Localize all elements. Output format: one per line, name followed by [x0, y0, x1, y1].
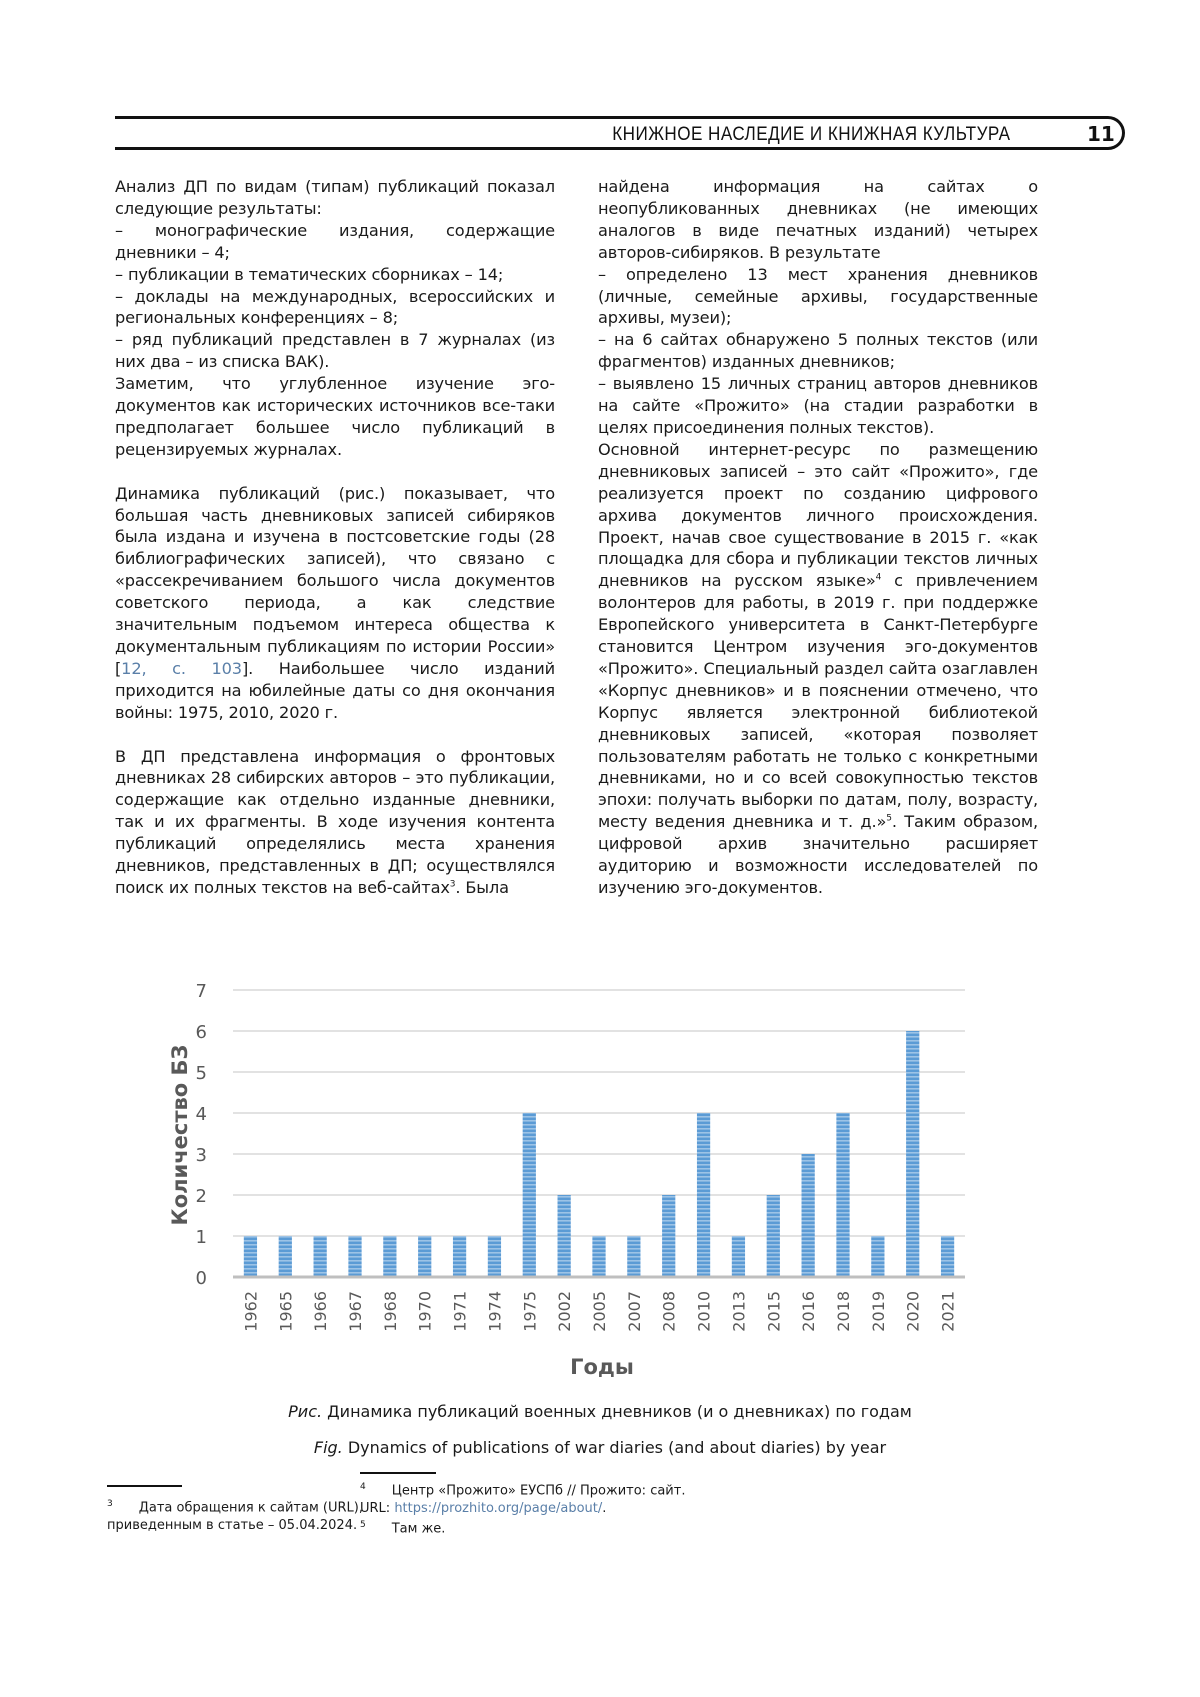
- x-tick-label: 1968: [380, 1291, 400, 1332]
- x-tick-label: 2005: [590, 1291, 609, 1332]
- gridlines: [233, 990, 965, 1277]
- bar-2020: [906, 1031, 919, 1276]
- x-tick-label: 1966: [311, 1291, 331, 1332]
- footnote-ref-4[interactable]: 4: [875, 572, 882, 583]
- y-tick-label: 4: [195, 1104, 207, 1125]
- x-tick-label: 2021: [938, 1291, 958, 1332]
- x-tick-label: 1975: [520, 1291, 540, 1332]
- paragraph-text: . Была: [455, 877, 509, 897]
- bar-2002: [558, 1195, 571, 1276]
- running-header-title: КНИЖНОЕ НАСЛЕДИЕ И КНИЖНАЯ КУЛЬТУРА: [611, 124, 1010, 145]
- footnote-number: 3: [107, 1499, 113, 1509]
- footnote-text: .: [602, 1501, 607, 1517]
- publication-types-list: [115, 220, 555, 373]
- list-item: – доклады на международных, всероссийских и региональных конференциях – 8;: [115, 286, 555, 328]
- x-tick-label: 1962: [241, 1291, 261, 1332]
- x-tick-label: 2002: [555, 1291, 575, 1332]
- list-item: – выявлено 15 личных страниц авторов дневников на сайте «Прожито» (на стадии разработки в целях присоединения полных текстов).: [598, 374, 1038, 437]
- x-tick-label: 2007: [624, 1291, 644, 1332]
- bar-1970: [418, 1236, 431, 1276]
- bar-2013: [732, 1236, 745, 1276]
- y-axis-label: Количество БЗ: [168, 1044, 192, 1226]
- paragraph-text: Динамика публикаций (рис.) показывает, что большая часть дневниковых записей сибиряков была издана и изучена в постсоветские годы (28 библиографических записей), что связано с «рассекречиванием большого числа документов советского периода, а как следствие значительным подъемом интереса общества к документальным публикациям по истории России» [: [115, 483, 555, 678]
- footnote-divider: [107, 1485, 182, 1487]
- y-tick-label: 3: [195, 1145, 207, 1166]
- footnote-ref-3[interactable]: 3: [449, 879, 456, 890]
- bar-2005: [592, 1236, 605, 1276]
- x-tick-label: 2016: [799, 1291, 819, 1332]
- y-axis-ticks: [196, 981, 207, 1289]
- footnote-4: [360, 1478, 710, 1518]
- x-tick-label: 2019: [868, 1291, 888, 1332]
- figure-caption-en: [0, 1438, 1200, 1457]
- caption-prefix: Fig.: [313, 1438, 343, 1457]
- y-tick-label: 7: [195, 981, 207, 1002]
- list-item: – определено 13 мест хранения дневников (личные, семейные архивы, государственные архивы, музеи);: [598, 264, 1038, 328]
- x-tick-label: 1965: [276, 1291, 296, 1332]
- footnote-number: 5: [360, 1520, 366, 1530]
- paragraph-intro: Анализ ДП по видам (типам) публикаций показал следующие результаты:: [115, 177, 555, 218]
- paragraph-text: ]. Наибольшее число изданий приходится на юбилейные даты со дня окончания войны: 1975, 2010, 2020 г.: [115, 658, 555, 722]
- caption-text: Dynamics of publications of war diaries (and about diaries) by year: [342, 1438, 887, 1457]
- footnote-text: Там же.: [391, 1521, 446, 1537]
- paragraph: найдена информация на сайтах о неопубликованных дневниках (не имеющих аналогов в виде печатных изданий) четырех авторов-сибиряков. В результате: [598, 177, 1038, 262]
- paragraph-text: Основной интернет-ресурс по размещению дневниковых записей – это сайт «Прожито», где реализуется проект по созданию цифрового архива документов личного происхождения. Проект, начав свое существование в 2015 г. «как площадка для сбора и публикации текстов личных дневников на русском языке»: [598, 439, 1038, 591]
- bar-1971: [453, 1236, 466, 1276]
- footnote-5: [360, 1516, 710, 1538]
- bar-2021: [941, 1236, 954, 1276]
- bar-2016: [802, 1154, 815, 1276]
- footnote-divider: [360, 1472, 436, 1474]
- footnote-url-link[interactable]: https://prozhito.org/page/about/: [394, 1501, 603, 1517]
- bar-1965: [279, 1236, 292, 1276]
- bar-2018: [836, 1113, 849, 1276]
- paragraph-diaries: [115, 746, 555, 899]
- bar-1968: [383, 1236, 396, 1276]
- x-axis-ticks: [241, 1291, 957, 1332]
- publications-bar-chart: [150, 970, 1000, 1390]
- right-column: [598, 176, 1038, 899]
- y-tick-label: 5: [195, 1063, 207, 1084]
- caption-prefix: Рис.: [288, 1402, 323, 1421]
- paragraph-text: с привлечением волонтеров для работы, в 2019 г. при поддержке Европейского университета в Санкт-Петербурге становится Центром изучения эго-документов «Прожито». Специальный раздел сайта озаглавлен «Корпус дневников» и в пояснении отмечено, что Корпус является электронной библиотекой дневниковых записей, «которая позволяет пользователям работать не только с конкретными дневниками, но и со всей совокупностью текстов эпохи: получать выборки по датам, полу, возрасту, месту ведения дневника и т. д.»: [598, 571, 1038, 832]
- footnote-text: Центр «Прожито» ЕУСПб // Прожито: сайт. URL:: [360, 1483, 686, 1517]
- paragraph-text: В ДП представлена информация о фронтовых дневниках 28 сибирских авторов – это публикации, содержащие как отдельно изданные дневники, так и их фрагменты. В ходе изучения контента публикаций определялись места хранения дневников, представленных в ДП; осуществлялся поиск их полных текстов на веб-сайтах: [115, 746, 555, 897]
- paragraph-text: . Таким образом, цифровой архив значительно расширяет аудиторию и возможности исследователей по изучению эго-документов.: [598, 812, 1038, 897]
- list-item: – ряд публикаций представлен в 7 журналах (из них два – из списка ВАК).: [115, 330, 555, 372]
- x-tick-label: 1971: [450, 1291, 470, 1332]
- y-tick-label: 6: [195, 1022, 207, 1043]
- bar-1966: [314, 1236, 327, 1276]
- bar-2008: [662, 1195, 675, 1276]
- y-tick-label: 1: [195, 1227, 207, 1248]
- bar-2007: [627, 1236, 640, 1276]
- x-axis-label: Годы: [570, 1355, 634, 1379]
- x-tick-label: 1967: [346, 1291, 365, 1332]
- footnote-text: Дата обращения к сайтам (URL), приведенным в статье – 05.04.2024.: [107, 1500, 363, 1534]
- bar-2019: [871, 1236, 884, 1276]
- results-list: [598, 264, 1038, 439]
- list-item: – на 6 сайтах обнаружено 5 полных текстов (или фрагментов) изданных дневников;: [598, 330, 1038, 372]
- x-tick-label: 2020: [903, 1291, 923, 1332]
- paragraph-dynamics: [115, 483, 555, 724]
- bar-1975: [523, 1113, 536, 1276]
- paragraph-prozhito: [598, 439, 1038, 899]
- figure-caption-ru: [0, 1402, 1200, 1421]
- footnote-number: 4: [360, 1482, 366, 1492]
- bar-1967: [348, 1236, 361, 1276]
- list-item: – публикации в тематических сборниках – 14;: [115, 264, 504, 284]
- x-tick-label: 2018: [834, 1291, 853, 1332]
- x-tick-label: 1974: [485, 1291, 505, 1332]
- y-tick-label: 0: [195, 1268, 207, 1289]
- x-tick-label: 2008: [659, 1291, 679, 1332]
- caption-text: Динамика публикаций военных дневников (и о дневниках) по годам: [322, 1402, 912, 1421]
- x-tick-label: 2010: [694, 1291, 714, 1332]
- paragraph: Заметим, что углубленное изучение эго-документов как исторических источников все-таки предполагает большее число публикаций в рецензируемых журналах.: [115, 374, 555, 459]
- bar-1962: [244, 1236, 257, 1276]
- x-tick-label: 1970: [415, 1291, 435, 1332]
- footnote-ref-5[interactable]: 5: [886, 813, 892, 824]
- page-number: 11: [1087, 122, 1115, 146]
- bar-2015: [767, 1195, 780, 1276]
- bar-2010: [697, 1113, 710, 1276]
- y-tick-label: 2: [195, 1186, 207, 1207]
- x-tick-label: 2015: [764, 1291, 784, 1332]
- x-tick-label: 2013: [729, 1291, 749, 1332]
- bar-1974: [488, 1236, 501, 1276]
- left-column: [115, 176, 555, 899]
- list-item: – монографические издания, содержащие дневники – 4;: [115, 220, 555, 262]
- citation-link[interactable]: 12, с. 103: [121, 658, 242, 678]
